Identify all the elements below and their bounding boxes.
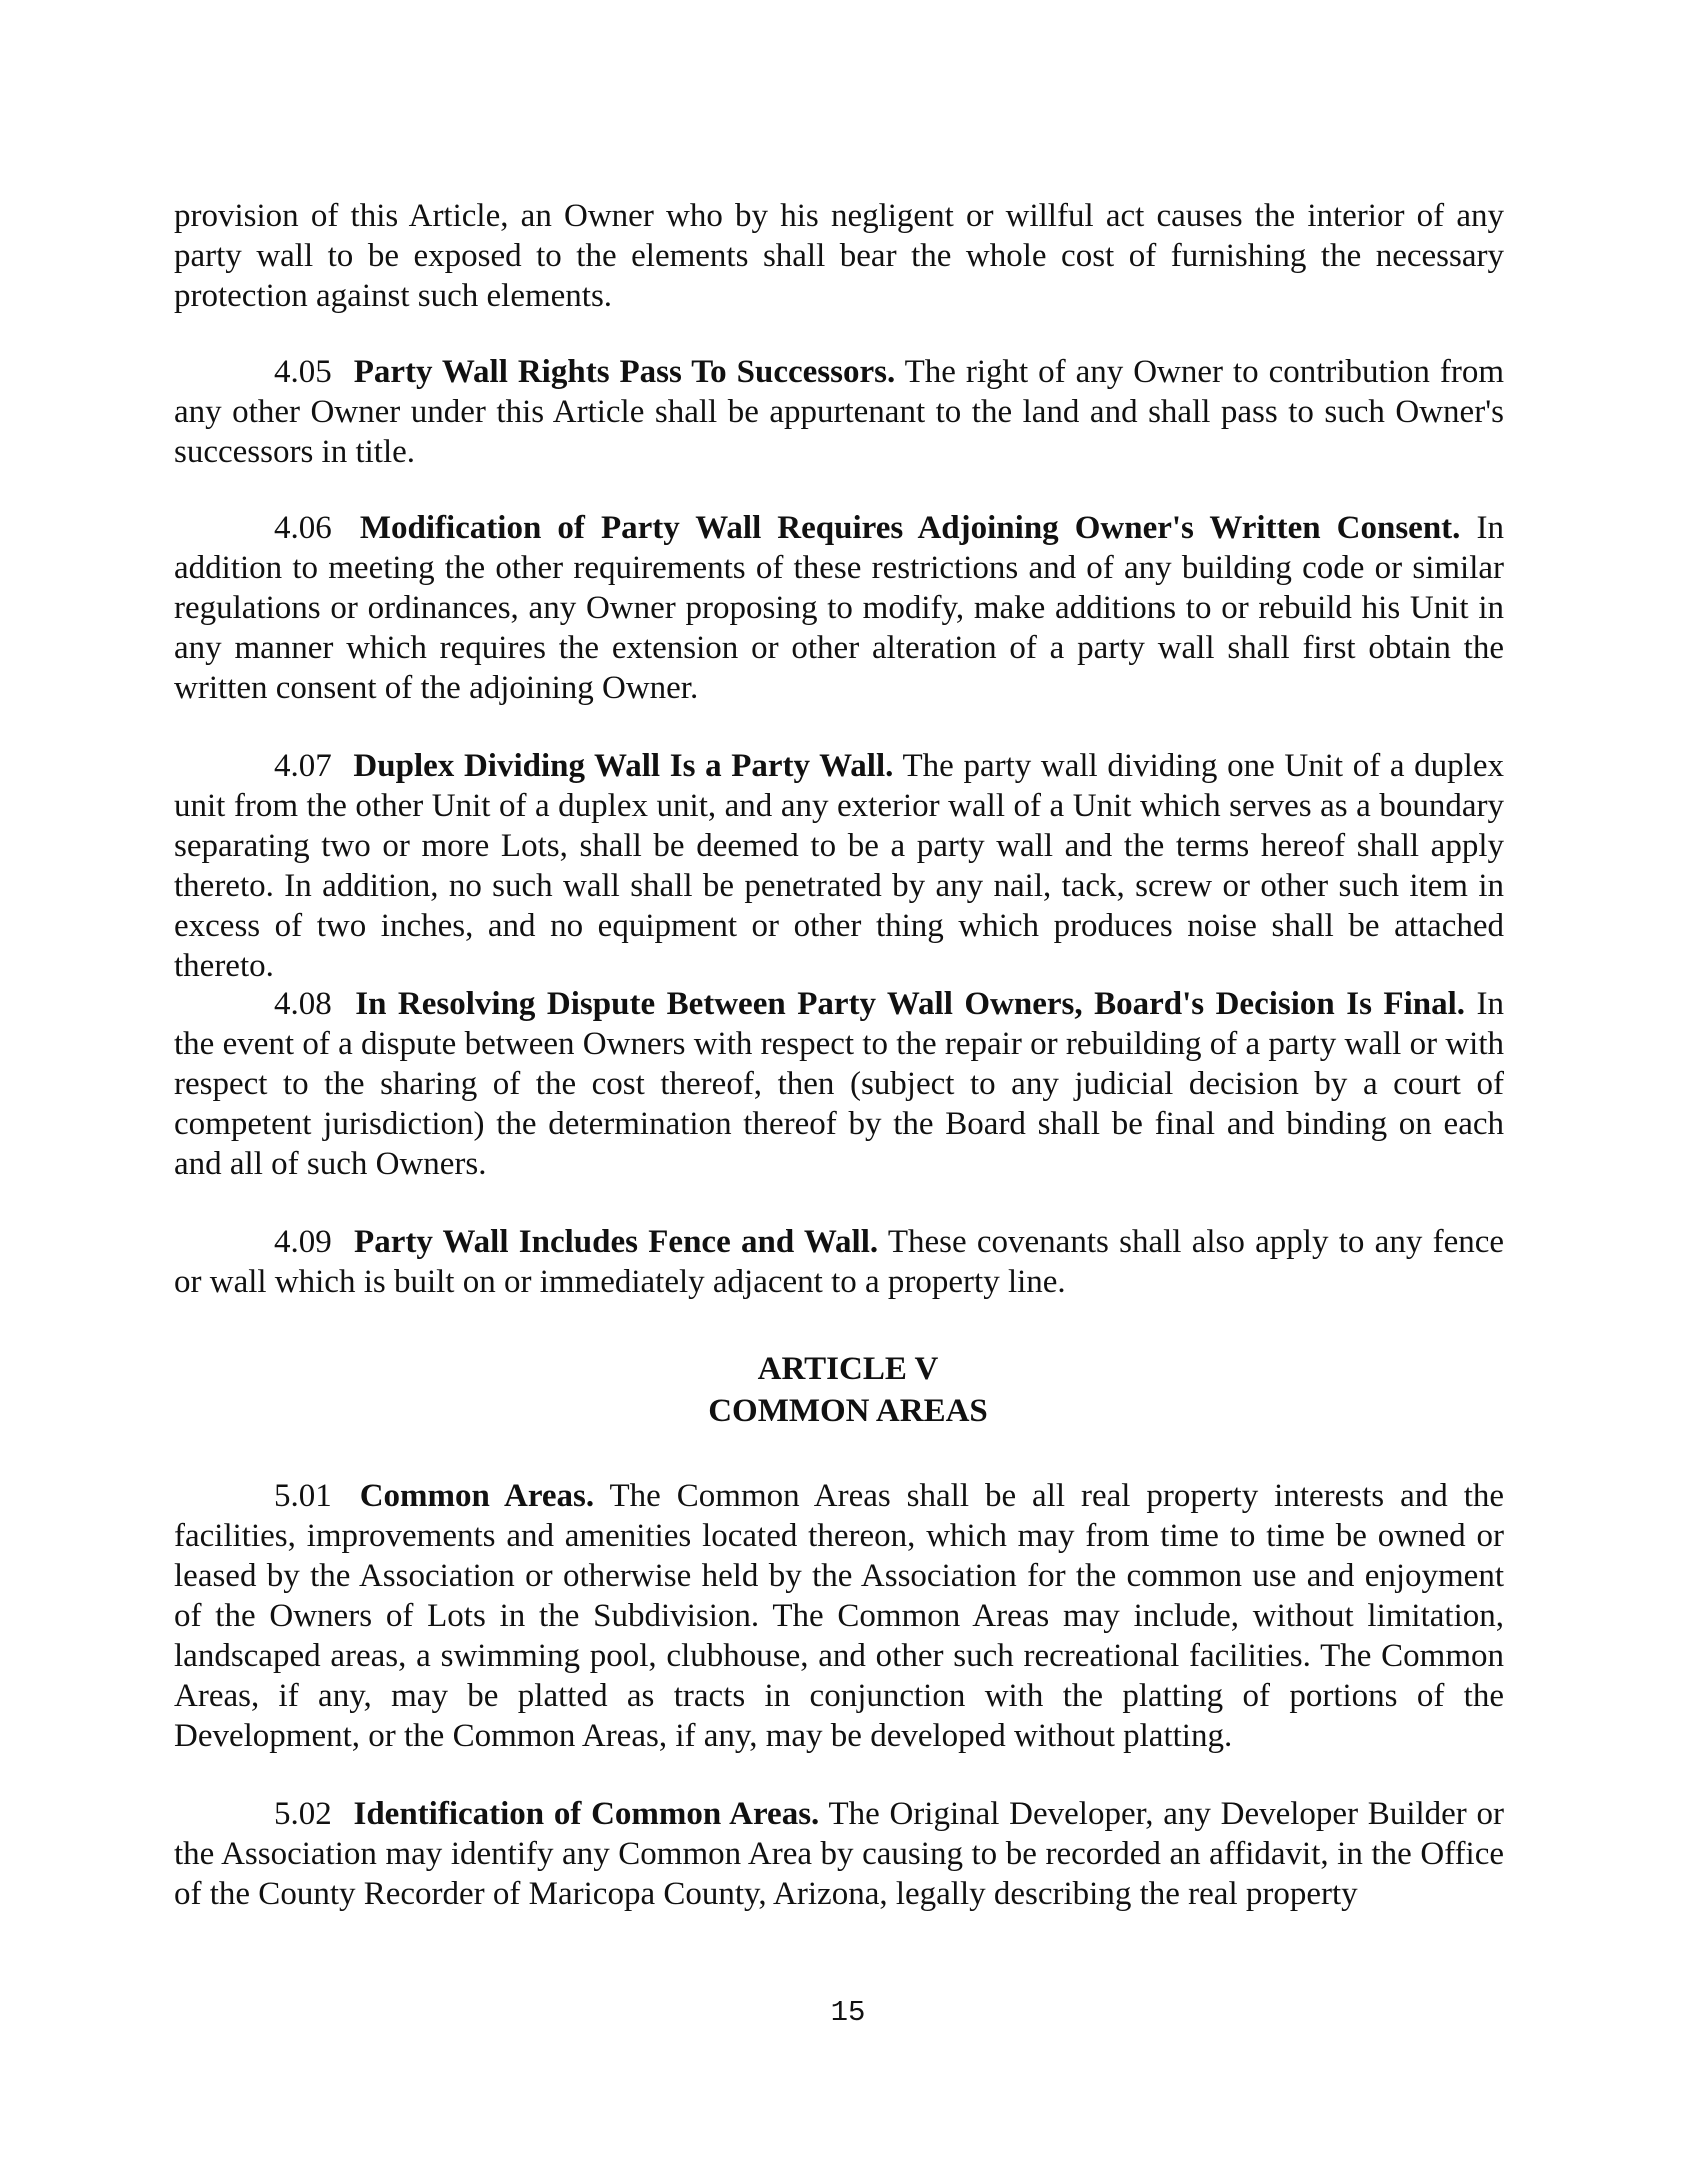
section-4-05 [174, 352, 1504, 472]
section-text: The right of any Owner to contribution from any other Owner under this Article shall be appurtenant to the land and shall pass to such Owner's successors in title. [174, 354, 1505, 470]
article-title: COMMON AREAS [708, 1393, 988, 1429]
section-5-02 [174, 1794, 1504, 1914]
section-heading: Identification of Common Areas. [353, 1796, 820, 1832]
section-heading: Common Areas. [359, 1478, 595, 1514]
section-text: In addition to meeting the other requirements of these restrictions and of any building code or similar regulations or ordinances, any Owner proposing to modify, make additions to or rebuild his Unit in any manner which requires the extension or other alteration of a party wall shall first obtain the written consent of the adjoining Owner. [174, 510, 1504, 706]
intro-paragraph: provision of this Article, an Owner who by his negligent or willful act causes the interior of any party wall to be exposed to the elements shall bear the whole cost of furnishing the necessary protection against such elements. [174, 198, 1504, 314]
section-number: 4.05 [274, 354, 332, 390]
section-4-09 [174, 1222, 1504, 1302]
section-4-07 [174, 746, 1504, 986]
section-number: 5.01 [274, 1478, 332, 1514]
section-5-01 [174, 1476, 1504, 1756]
section-heading: Duplex Dividing Wall Is a Party Wall. [353, 748, 894, 784]
section-heading: Modification of Party Wall Requires Adjoining Owner's Written Consent. [359, 510, 1461, 546]
section-number: 4.07 [274, 748, 332, 784]
section-number: 4.06 [274, 510, 332, 546]
section-number: 4.08 [274, 986, 332, 1022]
section-heading: Party Wall Includes Fence and Wall. [354, 1224, 879, 1260]
section-text: In the event of a dispute between Owners with respect to the repair or rebuilding of a party wall or with respect to the sharing of the cost thereof, then (subject to any judicial decision by a court of competent jurisdiction) the determination thereof by the Board shall be final and binding on each and all of such Owners. [174, 986, 1504, 1182]
section-4-08 [174, 984, 1504, 1184]
section-heading: In Resolving Dispute Between Party Wall Owners, Board's Decision Is Final. [355, 986, 1466, 1022]
section-heading: Party Wall Rights Pass To Successors. [353, 354, 896, 390]
page-number: 15 [830, 1996, 866, 2029]
section-number: 4.09 [274, 1224, 332, 1260]
section-number: 5.02 [274, 1796, 332, 1832]
section-text: The Original Developer, any Developer Builder or the Association may identify any Common Area by causing to be recorded an affidavit, in the Office of the County Recorder of Maricopa County, Arizona, legally describing the real property [174, 1796, 1505, 1912]
section-text: The party wall dividing one Unit of a duplex unit from the other Unit of a duplex unit, and any exterior wall of a Unit which serves as a boundary separating two or more Lots, shall be deemed to be a party wall and the terms hereof shall apply thereto. In addition, no such wall shall be penetrated by any nail, tack, screw or other such item in excess of two inches, and no equipment or other thing which produces noise shall be attached thereto. [174, 748, 1505, 984]
section-text: These covenants shall also apply to any fence or wall which is built on or immediately adjacent to a property line. [174, 1224, 1505, 1300]
article-label: ARTICLE V [757, 1351, 939, 1387]
section-4-06 [174, 508, 1504, 708]
section-text: The Common Areas shall be all real property interests and the facilities, improvements and amenities located thereon, which may from time to time be owned or leased by the Association or otherwise held by the Association for the common use and enjoyment of the Owners of Lots in the Subdivision. The Common Areas may include, without limitation, landscaped areas, a swimming pool, clubhouse, and other such recreational facilities. The Common Areas, if any, may be platted as tracts in conjunction with the platting of portions of the Development, or the Common Areas, if any, may be developed without platting. [174, 1478, 1505, 1754]
